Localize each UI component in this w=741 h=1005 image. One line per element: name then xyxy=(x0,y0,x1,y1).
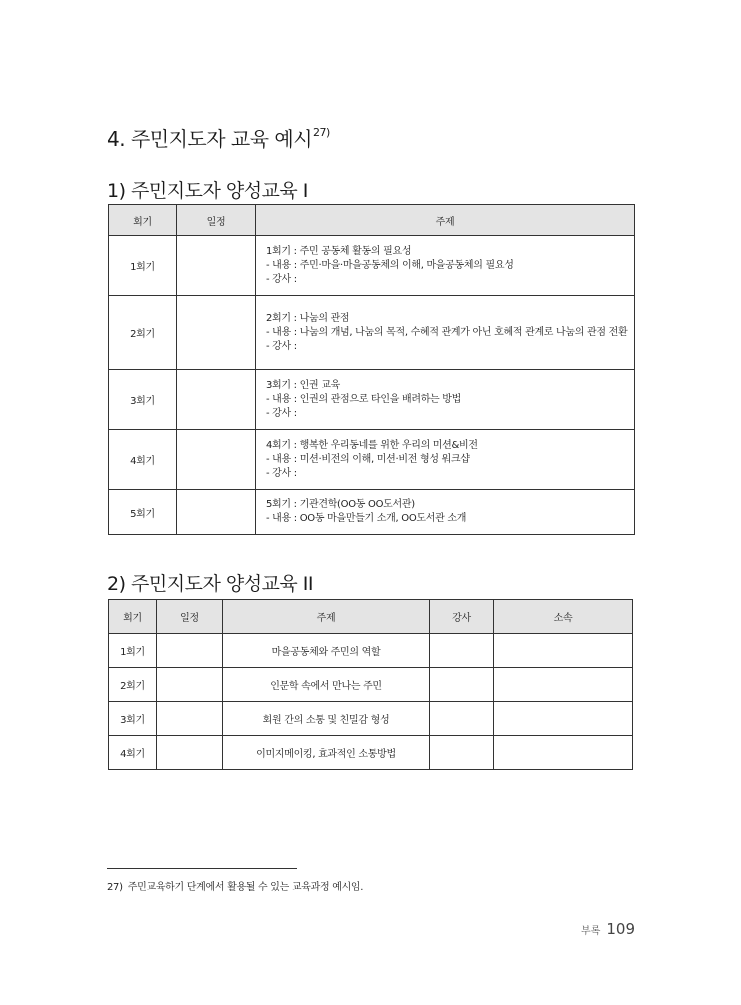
table-row xyxy=(109,634,633,668)
table-row xyxy=(109,702,633,736)
session-cell: 3회기 xyxy=(109,370,177,430)
session-cell: 1회기 xyxy=(109,634,157,668)
instructor-cell xyxy=(430,634,494,668)
affiliation-cell xyxy=(494,702,633,736)
header-date: 일정 xyxy=(177,205,256,236)
instructor-cell xyxy=(430,668,494,702)
topic-content: - 내용 : 인권의 관점으로 타인을 배려하는 방법 xyxy=(266,393,462,405)
session-cell: 1회기 xyxy=(109,236,177,296)
topic-cell xyxy=(256,490,635,535)
table-header-row xyxy=(109,205,635,236)
session-cell: 3회기 xyxy=(109,702,157,736)
topic-cell xyxy=(256,236,635,296)
date-cell xyxy=(177,490,256,535)
table-row xyxy=(109,490,635,535)
topic-cell: 마을공동체와 주민의 역할 xyxy=(223,634,430,668)
section-title-text: 4. 주민지도자 교육 예시 xyxy=(107,127,313,151)
affiliation-cell xyxy=(494,634,633,668)
date-cell xyxy=(157,736,223,770)
footnote xyxy=(107,878,363,893)
topic-instructor: - 강사 : xyxy=(266,340,297,352)
table-row xyxy=(109,430,635,490)
topic-content: - 내용 : 주민·마을·마을공동체의 이해, 마을공동체의 필요성 xyxy=(266,259,514,271)
session-cell: 2회기 xyxy=(109,668,157,702)
session-cell: 5회기 xyxy=(109,490,177,535)
topic-instructor: - 강사 : xyxy=(266,407,297,419)
topic-title: 4회기 : 행복한 우리동네를 위한 우리의 미션&비전 xyxy=(266,439,478,451)
education-table-1 xyxy=(108,204,635,535)
date-cell xyxy=(177,370,256,430)
table2-heading: 2) 주민지도자 양성교육 II xyxy=(107,573,314,595)
date-cell xyxy=(177,236,256,296)
table-row xyxy=(109,236,635,296)
header-topic: 주제 xyxy=(256,205,635,236)
footnote-ref[interactable]: 27) xyxy=(313,126,330,140)
instructor-cell xyxy=(430,702,494,736)
topic-instructor: - 강사 : xyxy=(266,273,297,285)
table-header-row xyxy=(109,600,633,634)
header-topic: 주제 xyxy=(223,600,430,634)
date-cell xyxy=(177,430,256,490)
topic-title: 1회기 : 주민 공동체 활동의 필요성 xyxy=(266,245,412,257)
date-cell xyxy=(177,296,256,370)
topic-cell: 회원 간의 소통 및 친밀감 형성 xyxy=(223,702,430,736)
footnote-number: 27) xyxy=(107,882,123,893)
date-cell xyxy=(157,634,223,668)
topic-instructor: - 강사 : xyxy=(266,467,297,479)
topic-content: - 내용 : 나눔의 개념, 나눔의 목적, 수혜적 관계가 아닌 호혜적 관계로 나눔의 관점 전환 xyxy=(266,326,628,338)
instructor-cell xyxy=(430,736,494,770)
topic-title: 2회기 : 나눔의 관점 xyxy=(266,312,350,324)
footnote-text: 주민교육하기 단계에서 활용될 수 있는 교육과정 예시임. xyxy=(127,882,364,893)
session-cell: 4회기 xyxy=(109,736,157,770)
header-date: 일정 xyxy=(157,600,223,634)
table-row xyxy=(109,370,635,430)
table-row xyxy=(109,736,633,770)
affiliation-cell xyxy=(494,668,633,702)
appendix-label: 부록 xyxy=(581,926,601,937)
header-affiliation: 소속 xyxy=(494,600,633,634)
topic-cell: 이미지메이킹, 효과적인 소통방법 xyxy=(223,736,430,770)
topic-cell xyxy=(256,430,635,490)
session-cell: 2회기 xyxy=(109,296,177,370)
topic-cell xyxy=(256,296,635,370)
topic-content: - 내용 : OO동 마을만들기 소개, OO도서관 소개 xyxy=(266,513,467,524)
topic-title: 3회기 : 인권 교육 xyxy=(266,379,340,391)
page-number: 109 xyxy=(606,920,635,938)
session-cell: 4회기 xyxy=(109,430,177,490)
table1-heading: 1) 주민지도자 양성교육 I xyxy=(107,180,308,202)
date-cell xyxy=(157,668,223,702)
header-session: 회기 xyxy=(109,205,177,236)
affiliation-cell xyxy=(494,736,633,770)
topic-cell xyxy=(256,370,635,430)
topic-cell: 인문학 속에서 만나는 주민 xyxy=(223,668,430,702)
header-instructor: 강사 xyxy=(430,600,494,634)
page-footer xyxy=(581,919,635,938)
section-title xyxy=(107,123,330,152)
education-table-2 xyxy=(108,599,633,770)
table-row xyxy=(109,668,633,702)
footnote-divider xyxy=(107,868,297,869)
table-row xyxy=(109,296,635,370)
date-cell xyxy=(157,702,223,736)
topic-title: 5회기 : 기관견학(OO동 OO도서관) xyxy=(266,499,415,510)
header-session: 회기 xyxy=(109,600,157,634)
topic-content: - 내용 : 미션·비전의 이해, 미션·비전 형성 워크샵 xyxy=(266,453,470,465)
